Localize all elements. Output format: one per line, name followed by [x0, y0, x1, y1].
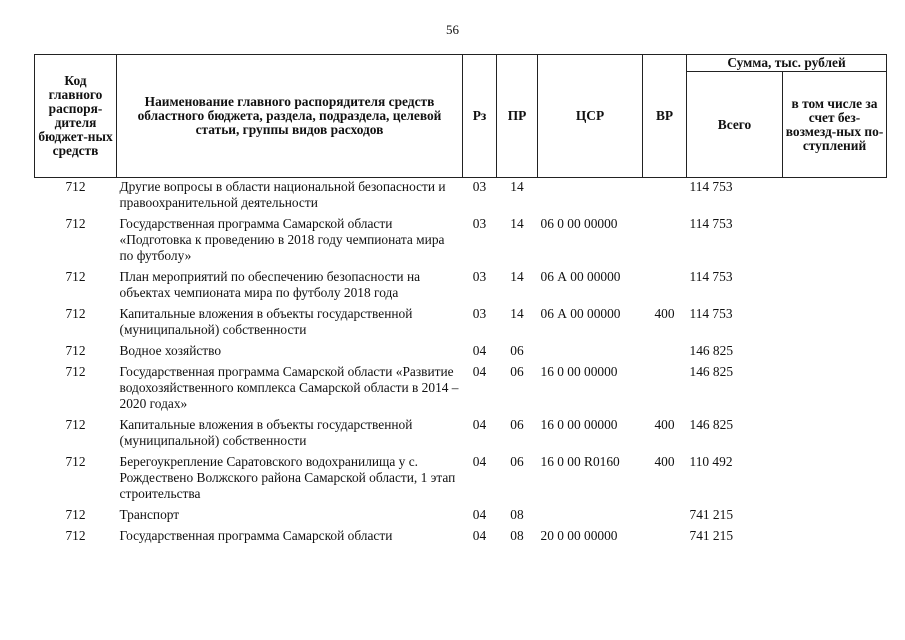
- cell-csr: 06 А 00 00000: [540, 306, 621, 321]
- cell-vr: [643, 528, 687, 549]
- table-row: [35, 507, 887, 528]
- cell-pr: 06: [510, 454, 524, 469]
- cell-total: 114 753: [689, 306, 733, 321]
- cell-rz: 03: [472, 216, 487, 231]
- cell-pr: 14: [510, 216, 524, 231]
- cell-total: 146 825: [689, 417, 734, 432]
- table-row: [35, 216, 887, 269]
- cell-code: 712: [65, 417, 86, 432]
- cell-rz: 03: [472, 306, 487, 321]
- cell-vr: 400: [654, 417, 675, 432]
- cell-vr: [643, 364, 687, 417]
- table-row: [35, 269, 887, 306]
- cell-pr: 08: [510, 528, 524, 543]
- header-free-receipts: в том числе за счет без-возмезд-ных по-ступлений: [783, 72, 887, 178]
- table-row: [35, 454, 887, 507]
- cell-code: 712: [65, 528, 86, 543]
- cell-free-receipts: [783, 306, 887, 343]
- cell-csr: [538, 343, 643, 364]
- cell-vr: [643, 216, 687, 269]
- cell-name: Капитальные вложения в объекты государственной (муниципальной) собственности: [119, 306, 413, 337]
- table-row: [35, 178, 887, 217]
- cell-total: 741 215: [689, 528, 734, 543]
- table-row: [35, 306, 887, 343]
- cell-code: 712: [65, 216, 86, 231]
- cell-csr: 20 0 00 00000: [540, 528, 618, 543]
- header-vr: ВР: [643, 55, 687, 178]
- cell-pr: 14: [510, 306, 524, 321]
- cell-code: 712: [65, 343, 86, 358]
- cell-pr: 08: [510, 507, 524, 522]
- header-csr: ЦСР: [538, 55, 643, 178]
- budget-table: [34, 54, 887, 549]
- cell-pr: 06: [510, 417, 524, 432]
- cell-name: Государственная программа Самарской области «Подготовка к проведению в 2018 году чемпионата мира по футболу»: [119, 216, 445, 263]
- cell-vr: 400: [654, 306, 675, 321]
- cell-rz: 04: [472, 417, 487, 432]
- cell-free-receipts: [783, 364, 887, 417]
- cell-free-receipts: [783, 269, 887, 306]
- cell-total: 146 825: [689, 343, 734, 358]
- cell-total: 741 215: [689, 507, 734, 522]
- cell-name: Государственная программа Самарской области «Развитие водохозяйственного комплекса Самарской области в 2014 – 2020 годах»: [119, 364, 459, 411]
- header-rz: Рз: [463, 55, 497, 178]
- cell-name: Транспорт: [119, 507, 180, 522]
- cell-rz: 04: [472, 454, 487, 469]
- cell-rz: 04: [472, 528, 487, 543]
- cell-rz: 04: [472, 507, 487, 522]
- cell-code: 712: [65, 179, 86, 194]
- page-number: 56: [446, 22, 459, 37]
- cell-rz: 03: [472, 269, 487, 284]
- cell-code: 712: [65, 306, 86, 321]
- header-total: Всего: [687, 72, 783, 178]
- cell-name: Берегоукрепление Саратовского водохранилища у с. Рождествено Волжского района Самарской области, 1 этап строительства: [119, 454, 456, 501]
- cell-name: Государственная программа Самарской области: [119, 528, 393, 543]
- cell-free-receipts: [783, 343, 887, 364]
- cell-total: 110 492: [689, 454, 733, 469]
- table-row: [35, 417, 887, 454]
- cell-csr: 16 0 00 00000: [540, 364, 618, 379]
- cell-name: Другие вопросы в области национальной безопасности и правоохранительной деятельности: [119, 179, 446, 210]
- cell-csr: 16 0 00 R0160: [540, 454, 620, 469]
- cell-code: 712: [65, 364, 86, 379]
- cell-csr: [538, 507, 643, 528]
- cell-rz: 04: [472, 364, 487, 379]
- cell-pr: 14: [510, 179, 524, 194]
- cell-code: 712: [65, 507, 86, 522]
- cell-vr: [643, 343, 687, 364]
- cell-pr: 06: [510, 364, 524, 379]
- cell-total: 146 825: [689, 364, 734, 379]
- cell-free-receipts: [783, 528, 887, 549]
- cell-csr: 16 0 00 00000: [540, 417, 618, 432]
- cell-free-receipts: [783, 178, 887, 217]
- cell-rz: 04: [472, 343, 487, 358]
- cell-code: 712: [65, 454, 86, 469]
- cell-free-receipts: [783, 507, 887, 528]
- cell-rz: 03: [472, 179, 487, 194]
- header-pr: ПР: [497, 55, 538, 178]
- cell-total: 114 753: [689, 179, 733, 194]
- cell-free-receipts: [783, 216, 887, 269]
- cell-name: Капитальные вложения в объекты государственной (муниципальной) собственности: [119, 417, 413, 448]
- cell-csr: [538, 178, 643, 217]
- cell-vr: [643, 507, 687, 528]
- cell-free-receipts: [783, 417, 887, 454]
- cell-vr: 400: [654, 454, 675, 469]
- cell-pr: 14: [510, 269, 524, 284]
- cell-pr: 06: [510, 343, 524, 358]
- table-row: [35, 528, 887, 549]
- header-name: Наименование главного распорядителя средств областного бюджета, раздела, подраздела, целевой статьи, группы видов расходов: [117, 55, 463, 178]
- cell-vr: [643, 269, 687, 306]
- cell-csr: 06 0 00 00000: [540, 216, 618, 231]
- header-sum-group: Сумма, тыс. рублей: [687, 55, 887, 72]
- cell-csr: 06 А 00 00000: [540, 269, 621, 284]
- header-code: Код главного распоря-дителя бюджет-ных средств: [35, 55, 117, 178]
- cell-name: План мероприятий по обеспечению безопасности на объектах чемпионата мира по футболу 2018 года: [119, 269, 421, 300]
- cell-free-receipts: [783, 454, 887, 507]
- cell-code: 712: [65, 269, 86, 284]
- table-row: [35, 364, 887, 417]
- cell-vr: [643, 178, 687, 217]
- cell-name: Водное хозяйство: [119, 343, 222, 358]
- cell-total: 114 753: [689, 269, 733, 284]
- cell-total: 114 753: [689, 216, 733, 231]
- table-row: [35, 343, 887, 364]
